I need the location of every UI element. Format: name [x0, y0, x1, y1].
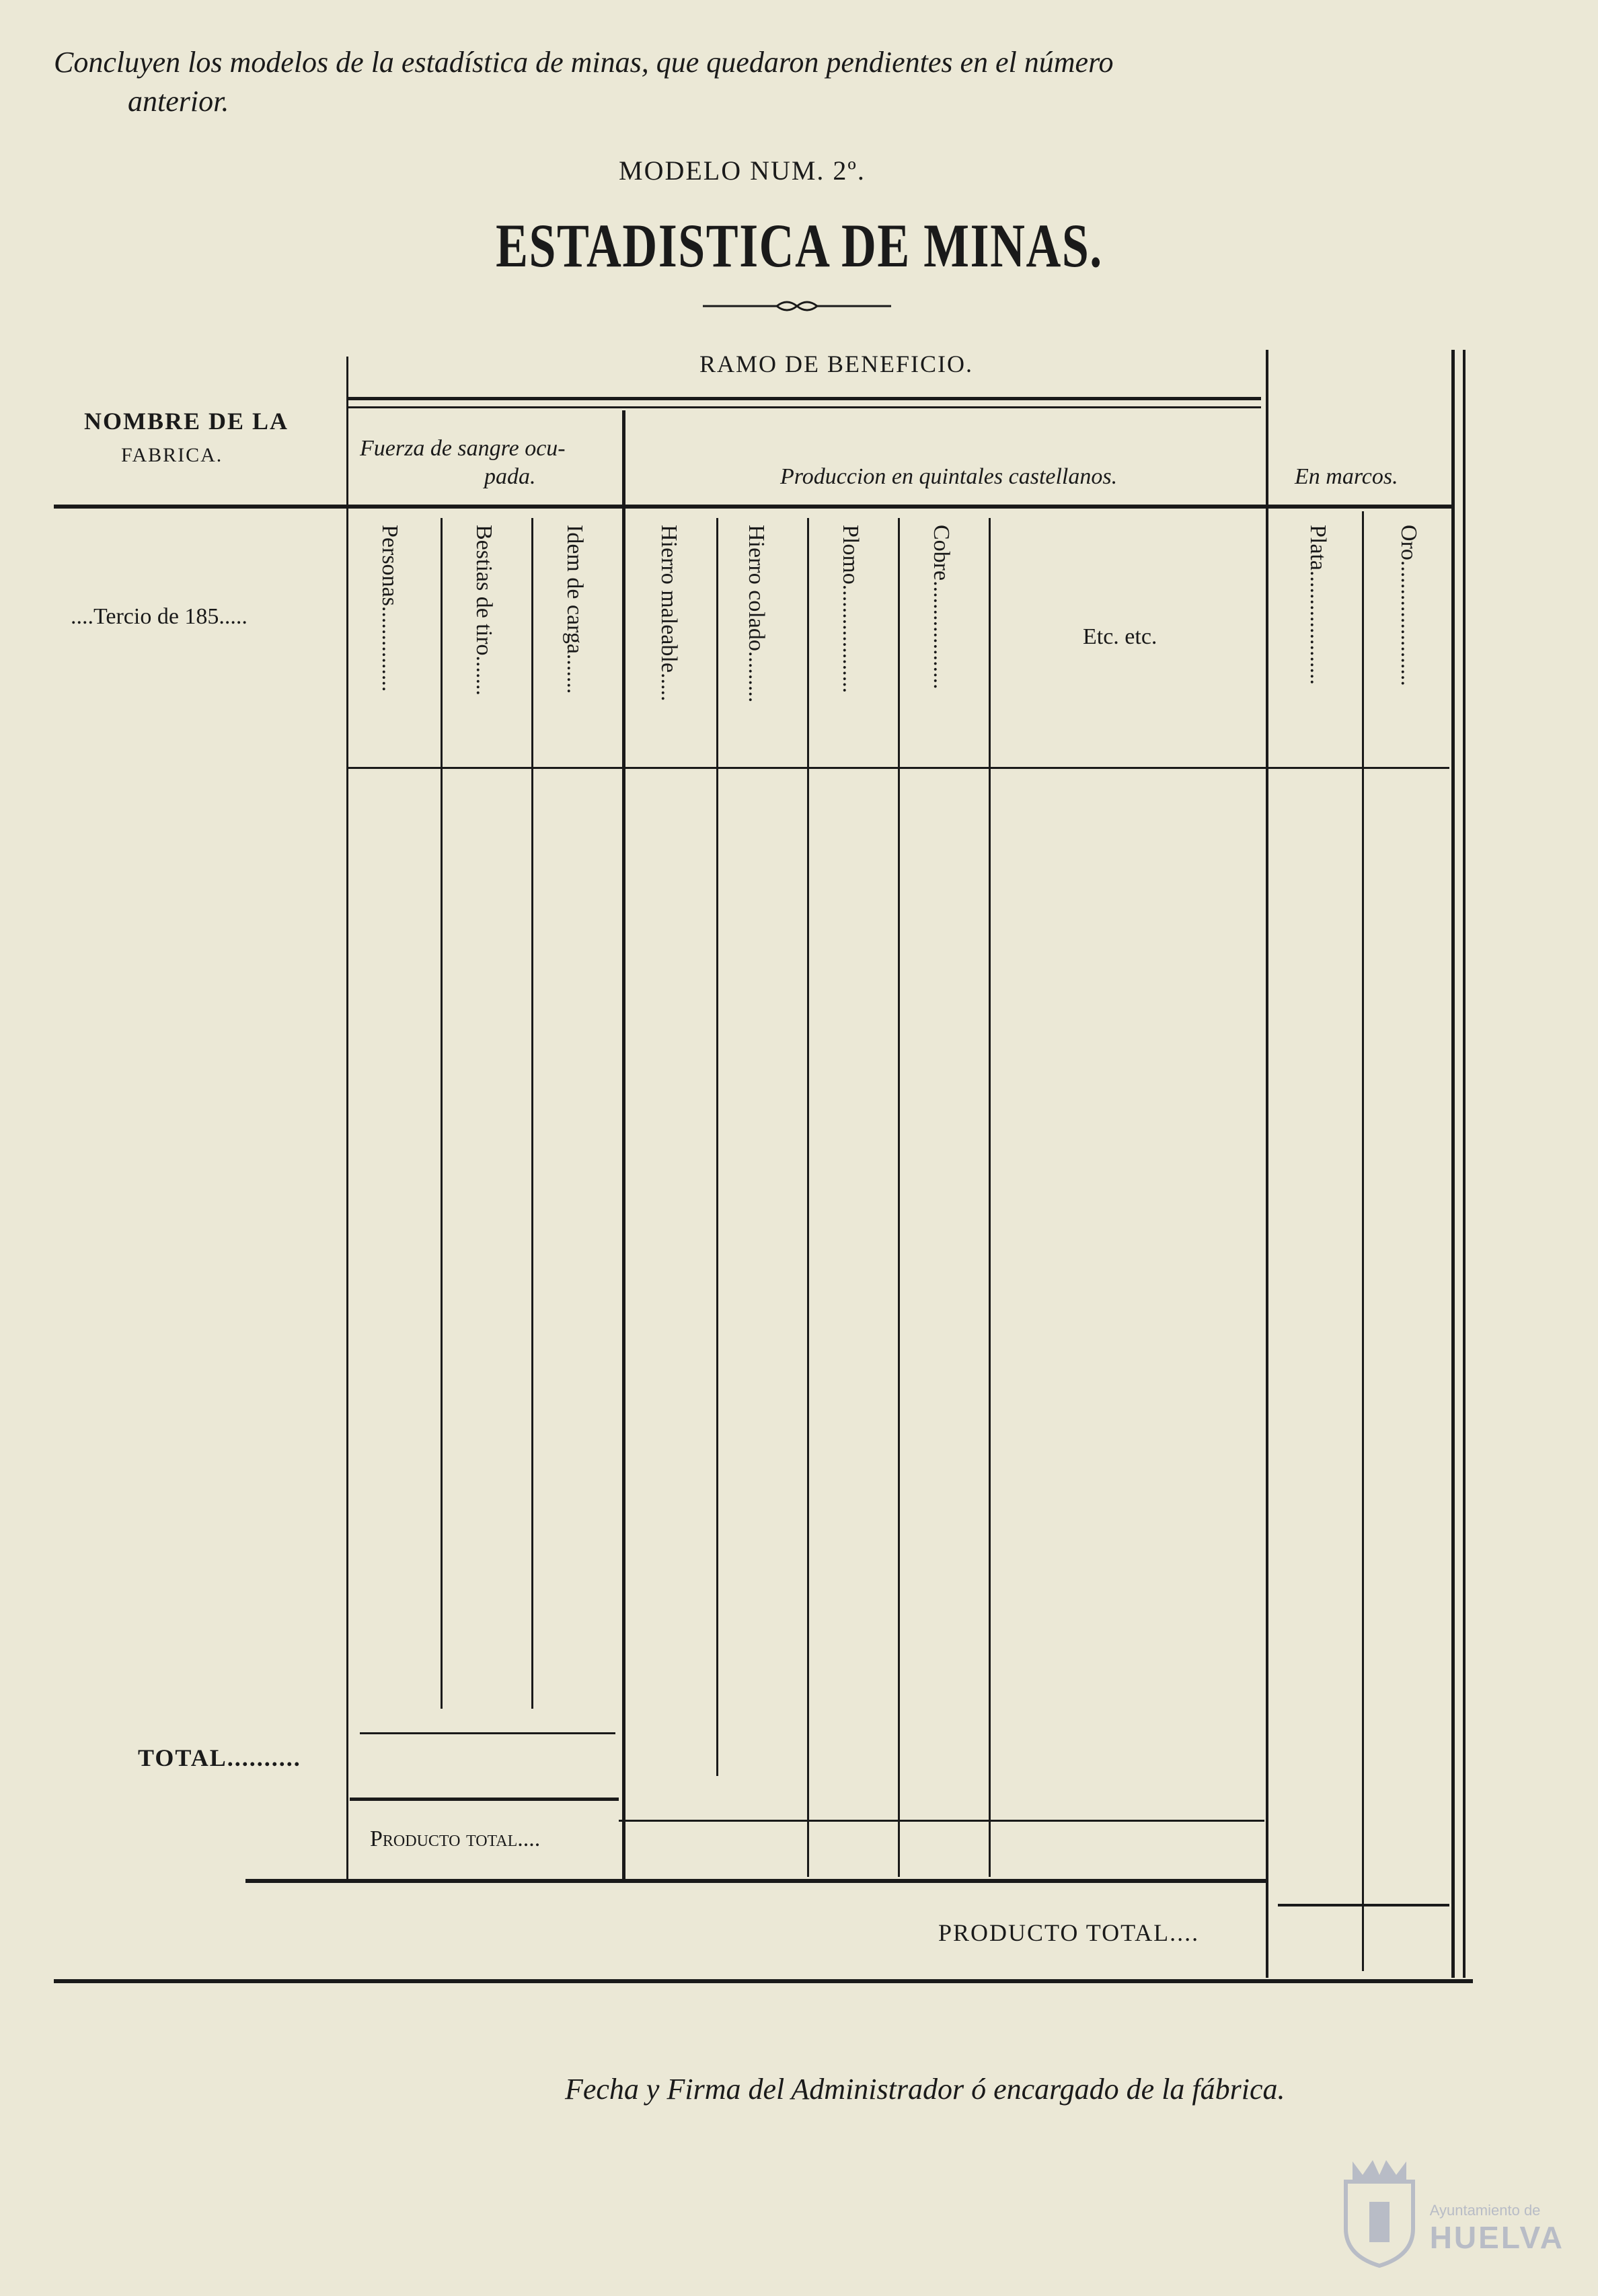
- col-cobre: Cobre...................: [929, 525, 954, 690]
- rule-v-2: [531, 518, 533, 1709]
- col-hierro-colado: Hierro colado.........: [744, 525, 769, 703]
- producto-total-label: PRODUCTO TOTAL....: [938, 1919, 1200, 1946]
- rule-producto-total-top: [245, 1879, 1268, 1883]
- crest-icon: [1332, 2155, 1426, 2269]
- ramo-header: RAMO DE BENEFICIO.: [699, 350, 974, 377]
- watermark-logo: [1332, 2155, 1564, 2269]
- rule-v-5: [807, 518, 809, 1877]
- rule-v-right-2: [1463, 350, 1466, 1978]
- rule-v-1: [441, 518, 443, 1709]
- col-plomo: Plomo...................: [838, 525, 863, 694]
- rule-v-4: [716, 518, 718, 1776]
- producto-total-small: Producto total....: [370, 1826, 541, 1851]
- modelo-heading: MODELO NUM. 2º.: [619, 155, 866, 186]
- rule-v-marcos: [1266, 350, 1268, 1978]
- rule-producto-small: [619, 1820, 1264, 1822]
- rule-table-bottom: [54, 1979, 1473, 1983]
- rule-total-top: [360, 1732, 615, 1734]
- page-title: ESTADISTICA DE MINAS.: [496, 211, 1103, 280]
- col-plata: Plata....................: [1305, 525, 1330, 685]
- fuerza-header-2: pada.: [484, 464, 536, 489]
- marcos-header: En marcos.: [1295, 464, 1398, 489]
- rule-v-3: [622, 410, 625, 1880]
- nombre-header: NOMBRE DE LA: [84, 408, 289, 435]
- intro-line-1: Concluyen los modelos de la estadística de minas, que quedaron pendientes en el número: [54, 46, 1114, 79]
- intro-text: [54, 43, 1493, 121]
- col-idem-carga: Idem de carga.......: [562, 525, 587, 694]
- col-etc: Etc. etc.: [1083, 624, 1157, 649]
- rule-ramo-top: [346, 397, 1261, 400]
- rule-total-bottom: [350, 1798, 619, 1801]
- col-personas: Personas...............: [377, 525, 402, 692]
- watermark-line-1: Ayuntamiento de: [1429, 2202, 1541, 2219]
- intro-line-2: anterior.: [128, 85, 229, 118]
- fabrica-header: FABRICA.: [121, 444, 223, 466]
- col-oro: Oro......................: [1396, 525, 1421, 686]
- signature-line: Fecha y Firma del Administrador ó encargado de la fábrica.: [565, 2073, 1285, 2106]
- rule-ramo-bottom: [346, 406, 1261, 408]
- watermark-line-2: HUELVA: [1429, 2220, 1564, 2255]
- total-label: TOTAL..........: [138, 1744, 301, 1771]
- col-bestias: Bestias de tiro.......: [471, 525, 496, 696]
- rule-v-6: [898, 518, 900, 1877]
- rule-v-right-1: [1451, 350, 1455, 1978]
- col-hierro-maleable: Hierro maleable.....: [656, 525, 681, 702]
- rule-v-fuerza: [346, 357, 348, 1880]
- fuerza-header-1: Fuerza de sangre ocu-: [360, 436, 566, 461]
- rule-v-7: [989, 518, 991, 1877]
- produccion-header: Produccion en quintales castellanos.: [780, 464, 1118, 489]
- rule-v-8: [1362, 511, 1364, 1971]
- flourish-ornament: [703, 296, 891, 316]
- row-label: ....Tercio de 185.....: [71, 604, 248, 629]
- rule-header-bottom: [54, 505, 1453, 509]
